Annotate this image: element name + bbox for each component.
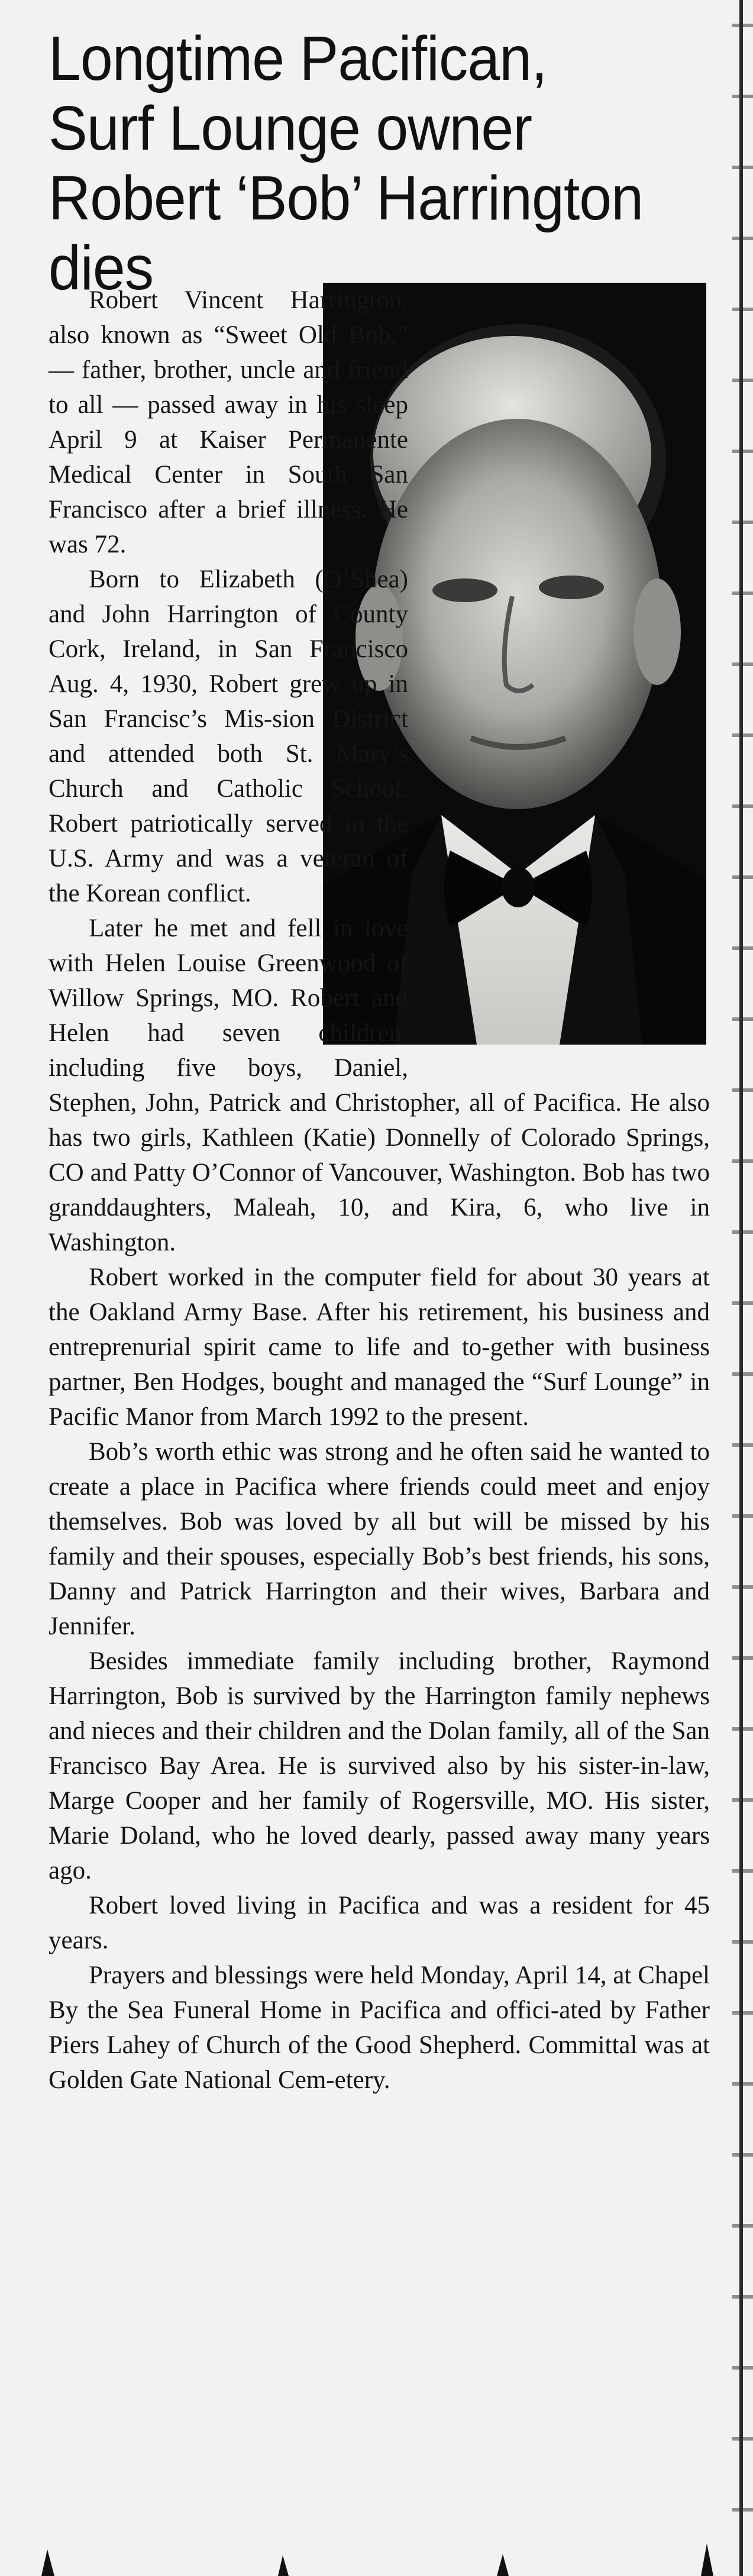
- column-rule: [739, 0, 743, 2576]
- paragraph-3: Later he met and fell in love with Helen Louise Greenwood of Willow Springs, MO. Robert and Helen had seven children, including five boys, Daniel, Stephen, John, Patrick and Christopher, all of Pacifica. He also has two girls, Kathleen (Katie) Donnelly of Colorado Springs, CO and Patty O’Connor of Vancouver, Washington. Bob has two granddaughters, Maleah, 10, and Kira, 6, who live in Washington.: [49, 914, 710, 1256]
- photo-wrap-space: [416, 283, 710, 1052]
- paragraph-1: Robert Vincent Harrington, also known as “Sweet Old Bob,” — father, brother, uncle and friend to all — passed away in his sleep April 9 at Kaiser Permanente Medical Center in South San Francisco after a brief illness. He was 72.: [49, 286, 408, 558]
- article-body: [49, 283, 710, 2097]
- paragraph-2: Born to Elizabeth (O’Shea) and John Harrington of County Cork, Ireland, in San Francisco Aug. 4, 1930, Robert grew up in San Francisc’s Mis-sion District and attended both St. Mary’s Church and Catholic School. Robert patriotically served in the U.S. Army and was a veteran of the Korean conflict.: [49, 565, 408, 907]
- paragraph-5: Bob’s worth ethic was strong and he often said he wanted to create a place in Pacifica where friends could meet and enjoy themselves. Bob was loved by all but will be missed by his family and their spouses, especially Bob’s best friends, his sons, Danny and Patrick Harrington and their wives, Barbara and Jennifer.: [49, 1438, 710, 1640]
- headline: Longtime Pacifican, Surf Lounge owner Robert ‘Bob’ Harrington dies: [49, 24, 644, 303]
- paragraph-8: Prayers and blessings were held Monday, April 14, at Chapel By the Sea Funeral Home in Pacifica and offici-ated by Father Piers Lahey of Church of the Good Shepherd. Committal was at Golden Gate National Cem-etery.: [49, 1961, 710, 2094]
- paragraph-7: Robert loved living in Pacifica and was a resident for 45 years.: [49, 1892, 710, 1954]
- paragraph-6: Besides immediate family including brother, Raymond Harrington, Bob is survived by the Harrington family nephews and nieces and their children and the Dolan family, all of the San Francisco Bay Area. He is survived also by his sister-in-law, Marge Cooper and her family of Rogersville, MO. His sister, Marie Doland, who he loved dearly, passed away many years ago.: [49, 1647, 710, 1885]
- scan-specks: [0, 2532, 753, 2576]
- paragraph-4: Robert worked in the computer field for about 30 years at the Oakland Army Base. After his retirement, his business and entreprenurial spirit came to life and to-gether with business partner, Ben Hodges, bought and managed the “Surf Lounge” in Pacific Manor from March 1992 to the present.: [49, 1263, 710, 1431]
